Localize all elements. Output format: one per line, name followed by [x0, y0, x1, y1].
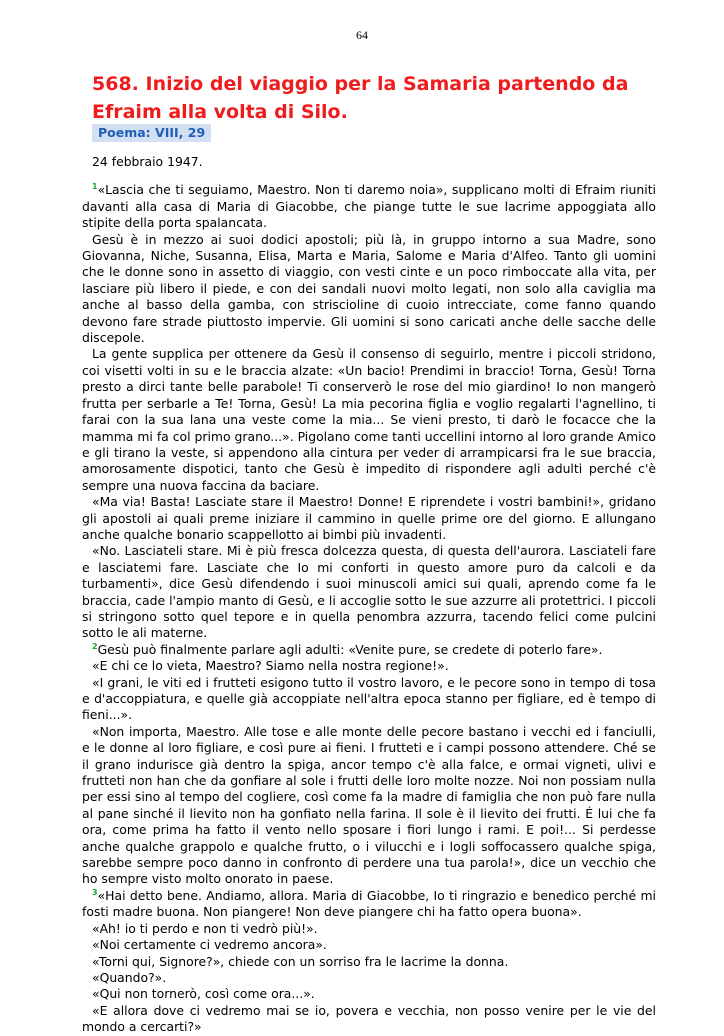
paragraph: «Torni qui, Signore?», chiede con un sorriso fra le lacrime la donna. [92, 953, 509, 969]
paragraph: «Ma via! Basta! Lasciate stare il Maestro! Donne! E riprendete i vostri bambini!», gridano gli apostoli ai quali preme iniziare il cammino in quelle prime ore del giorno. E allungano anche qualche bonario scappellotto ai bimbi più invadenti. [82, 494, 656, 542]
chapter-body [82, 154, 656, 1036]
paragraph: «Noi certamente ci vedremo ancora». [92, 937, 327, 953]
paragraph: «Qui non tornerò, così come ora...». [92, 986, 315, 1002]
paragraph: «Non importa, Maestro. Alle tose e alle monte delle pecore bastano i vecchi ed i fanciulli, e le donne al loro figliare, e così pure ai fieni. I frutteti e i campi possono attendere. Ché se il grano indurisce già dentro la spiga, ancor tempo c'è alla falce, e ormai vigneti, ulivi e frutteti non han che da gonfiare al sole i frutti delle loro molte nozze. Noi non possiam nulla per essi sino al tempo del cogliere, così come fa la madre di famiglia che non può fare nulla al pane sinché il lievito non ha gonfiato nella farina. Il sole è il lievito dei frutti. É lui che fa ora, come prima ha fatto il vento nello sposare i fiori lungo i rami. E poi!... Si perdesse anche qualche grappolo e qualche frutto, o i vilucchi e i logli soffocassero qualche spiga, sarebbe sempre poco danno in confronto di perdere una tua parola!», dice un vecchio che ho sempre visto molto onorato in paese. [82, 723, 656, 887]
paragraph: «E chi ce lo vieta, Maestro? Siamo nella nostra regione!». [92, 658, 449, 674]
chapter-date: 24 febbraio 1947. [92, 154, 203, 169]
paragraph [82, 182, 656, 231]
paragraph: «Quando?». [92, 969, 167, 985]
page-number: 64 [356, 28, 368, 42]
paragraph [82, 642, 656, 658]
poem-reference-badge: Poema: VIII, 29 [92, 124, 211, 142]
paragraph [82, 888, 656, 921]
paragraph: Gesù è in mezzo ai suoi dodici apostoli; più là, in gruppo intorno a sua Madre, sono Giovanna, Niche, Susanna, Elisa, Marta e Maria, Salome e Maria d'Alfeo. Tanto gli uomini che le donne sono in assetto di viaggio, con vesti cinte e un poco rimboccate alla vita, per lasciare più libero il piede, e con dei sandali nuovi molto legati, non solo alla caviglia ma anche al basso della gamba, con striscioline di cuoio intrecciate, come fanno quando devono fare strade piuttosto impervie. Gli uomini si sono caricati anche delle sacche delle discepole. [82, 231, 656, 346]
paragraph: La gente supplica per ottenere da Gesù il consenso di seguirlo, mentre i piccoli stridono, coi visetti volti in su e le braccia alzate: «Un bacio! Prendimi in braccio! Torna, Gesù! Torna presto a dirci tante belle parabole! Ti conserverò le rose del mio giardino! Io non mangerò frutta per serbarle a Te! Torna, Gesù! La mia pecorina figlia e voglio regalarti l'agnellino, ti farai con la sua lana una veste come la mia... Se vieni presto, ti darò le focacce che la mamma mi fa col primo grano...». Pigolano come tanti uccellini intorno al loro grande Amico e gli tirano la veste, si appendono alla cintura per veder di arrampicarsi fra le sue braccia, amorosamente dispotici, tanto che Gesù è impedito di rispondere agli adulti perché c'è sempre una nuova faccina da baciare. [82, 346, 656, 493]
paragraph-text: «Lascia che ti seguiamo, Maestro. Non ti daremo noia», supplicano molti di Efraim riuniti davanti alla casa di Maria di Giacobbe, che piange tutte le sue lacrime appoggiata allo stipite della porta spalancata. [82, 182, 656, 231]
section-marker: 3 [92, 887, 98, 897]
section-marker: 1 [92, 182, 98, 192]
section-marker: 2 [92, 641, 98, 651]
paragraph-text: «Hai detto bene. Andiamo, allora. Maria di Giacobbe, Io ti ringrazio e benedico perché mi fosti madre buona. Non piangere! Non deve piangere chi ha fatto opera buona». [82, 887, 656, 920]
paragraph-text: Gesù può finalmente parlare agli adulti: «Venite pure, se credete di poterlo fare». [97, 641, 603, 657]
paragraph: «E allora dove ci vedremo mai se io, povera e vecchia, non posso venire per le vie del mondo a cercarti?» [82, 1002, 656, 1035]
chapter-title: 568. Inizio del viaggio per la Samaria partendo da Efraim alla volta di Silo. [92, 73, 629, 123]
paragraph: «I grani, le viti ed i frutteti esigono tutto il vostro lavoro, e le pecore sono in tempo di tosa e d'accoppiatura, e quelle già accoppiate nell'altra epoca stanno per figliare, ed è tempo di fieni...». [82, 674, 656, 723]
paragraph: «No. Lasciateli stare. Mi è più fresca dolcezza questa, di questa dell'aurora. Lasciateli fare e lasciatemi fare. Lasciate che Io mi conforti in questo amore puro da calcoli e da turbamenti», dice Gesù difendendo i suoi minuscoli amici sui quali, aprendo come fa le braccia, cade l'ampio manto di Gesù, e li accoglie sotto le sue azzurre ali protettrici. I piccoli si stringono sotto quel tepore e in quella penombra azzurra, tacendo felici come pulcini sotto le ali materne. [82, 543, 656, 641]
paragraph: «Ah! io ti perdo e non ti vedrò più!». [92, 920, 318, 936]
